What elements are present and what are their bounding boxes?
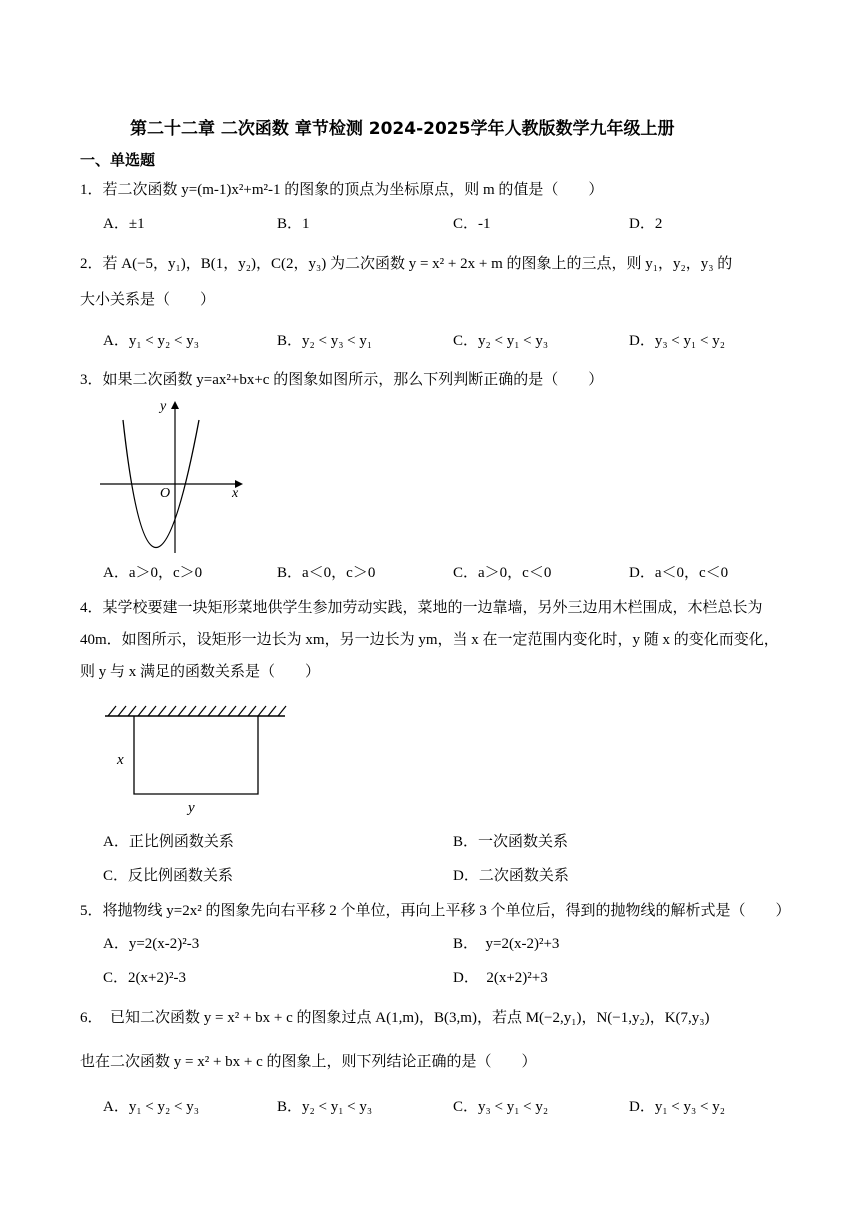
question-4-option-c: C．反比例函数关系 xyxy=(103,868,234,884)
question-2-option-d: D．y₃ < y₁ < y₂ xyxy=(629,333,725,349)
question-4-option-b: B．一次函数关系 xyxy=(453,834,569,850)
question-2-option-b: B．y₂ < y₃ < y₁ xyxy=(277,333,373,349)
question-2-line-2: 大小关系是（ ） xyxy=(80,292,216,308)
question-1-option-c: C．-1 xyxy=(453,216,491,232)
page-title: 第二十二章 二次函数 章节检测 2024-2025学年人教版数学九年级上册 xyxy=(130,119,675,139)
question-3-option-d: D．a＜0，c＜0 xyxy=(629,565,729,581)
question-2-option-a: A．y₁ < y₂ < y₃ xyxy=(103,333,199,349)
question-5-option-c: C．2(x+2)²-3 xyxy=(103,970,186,986)
question-1-option-d: D．2 xyxy=(629,216,663,232)
question-5-option-a: A．y=2(x-2)²-3 xyxy=(103,936,200,952)
question-1-option-b: B．1 xyxy=(277,216,310,232)
question-5-option-d: D． 2(x+2)²+3 xyxy=(453,970,548,986)
question-3-option-c: C．a＞0，c＜0 xyxy=(453,565,552,581)
question-4-option-a: A．正比例函数关系 xyxy=(103,834,234,850)
question-6-option-c: C．y₃ < y₁ < y₂ xyxy=(453,1099,549,1115)
question-5-option-b: B． y=2(x-2)²+3 xyxy=(453,936,560,952)
question-3-option-a: A．a＞0，c＞0 xyxy=(103,565,203,581)
figure-4-x-label: x xyxy=(117,752,124,768)
question-2-line-1: 2．若 A(−5，y₁)，B(1，y₂)，C(2，y₃) 为二次函数 y = x² + 2x + m 的图象上的三点，则 y₁，y₂，y₃ 的 xyxy=(80,256,733,272)
question-6-option-b: B．y₂ < y₁ < y₃ xyxy=(277,1099,373,1115)
question-4-line-1: 4．某学校要建一块矩形菜地供学生参加劳动实践，菜地的一边靠墙，另外三边用木栏围成，木栏总长为 xyxy=(80,600,763,616)
question-5-stem: 5．将抛物线 y=2x² 的图象先向右平移 2 个单位，再向上平移 3 个单位后，得到的抛物线的解析式是（ ） xyxy=(80,903,791,919)
parabola-figure xyxy=(95,395,255,555)
question-4-line-3: 则 y 与 x 满足的函数关系是（ ） xyxy=(80,664,321,680)
question-4-option-d: D．二次函数关系 xyxy=(453,868,569,884)
figure-3-origin-label: O xyxy=(160,486,171,501)
question-6-line-2: 也在二次函数 y = x² + bx + c 的图象上，则下列结论正确的是（ ） xyxy=(80,1054,537,1070)
question-6-option-d: D．y₁ < y₃ < y₂ xyxy=(629,1099,725,1115)
question-3-option-b: B．a＜0，c＞0 xyxy=(277,565,376,581)
question-1-stem: 1．若二次函数 y=(m-1)x²+m²-1 的图象的顶点为坐标原点，则 m 的值是（ ） xyxy=(80,182,604,198)
question-2-option-c: C．y₂ < y₁ < y₃ xyxy=(453,333,549,349)
question-4-line-2: 40m．如图所示，设矩形一边长为 xm，另一边长为 ym，当 x 在一定范围内变化时，y 随 x 的变化而变化， xyxy=(80,632,779,648)
question-6-option-a: A．y₁ < y₂ < y₃ xyxy=(103,1099,199,1115)
figure-3-x-label: x xyxy=(232,486,239,501)
garden-figure xyxy=(100,700,290,800)
figure-3-y-label: y xyxy=(160,399,167,414)
question-1-option-a: A．±1 xyxy=(103,216,145,232)
question-6-line-1: 6． 已知二次函数 y = x² + bx + c 的图象过点 A(1,m)，B(3,m)，若点 M(−2,y₁)，N(−1,y₂)，K(7,y₃) xyxy=(80,1010,710,1026)
figure-4-y-label: y xyxy=(188,800,195,816)
question-3-stem: 3．如果二次函数 y=ax²+bx+c 的图象如图所示，那么下列判断正确的是（ ） xyxy=(80,372,604,388)
section-heading: 一、单选题 xyxy=(80,151,156,169)
